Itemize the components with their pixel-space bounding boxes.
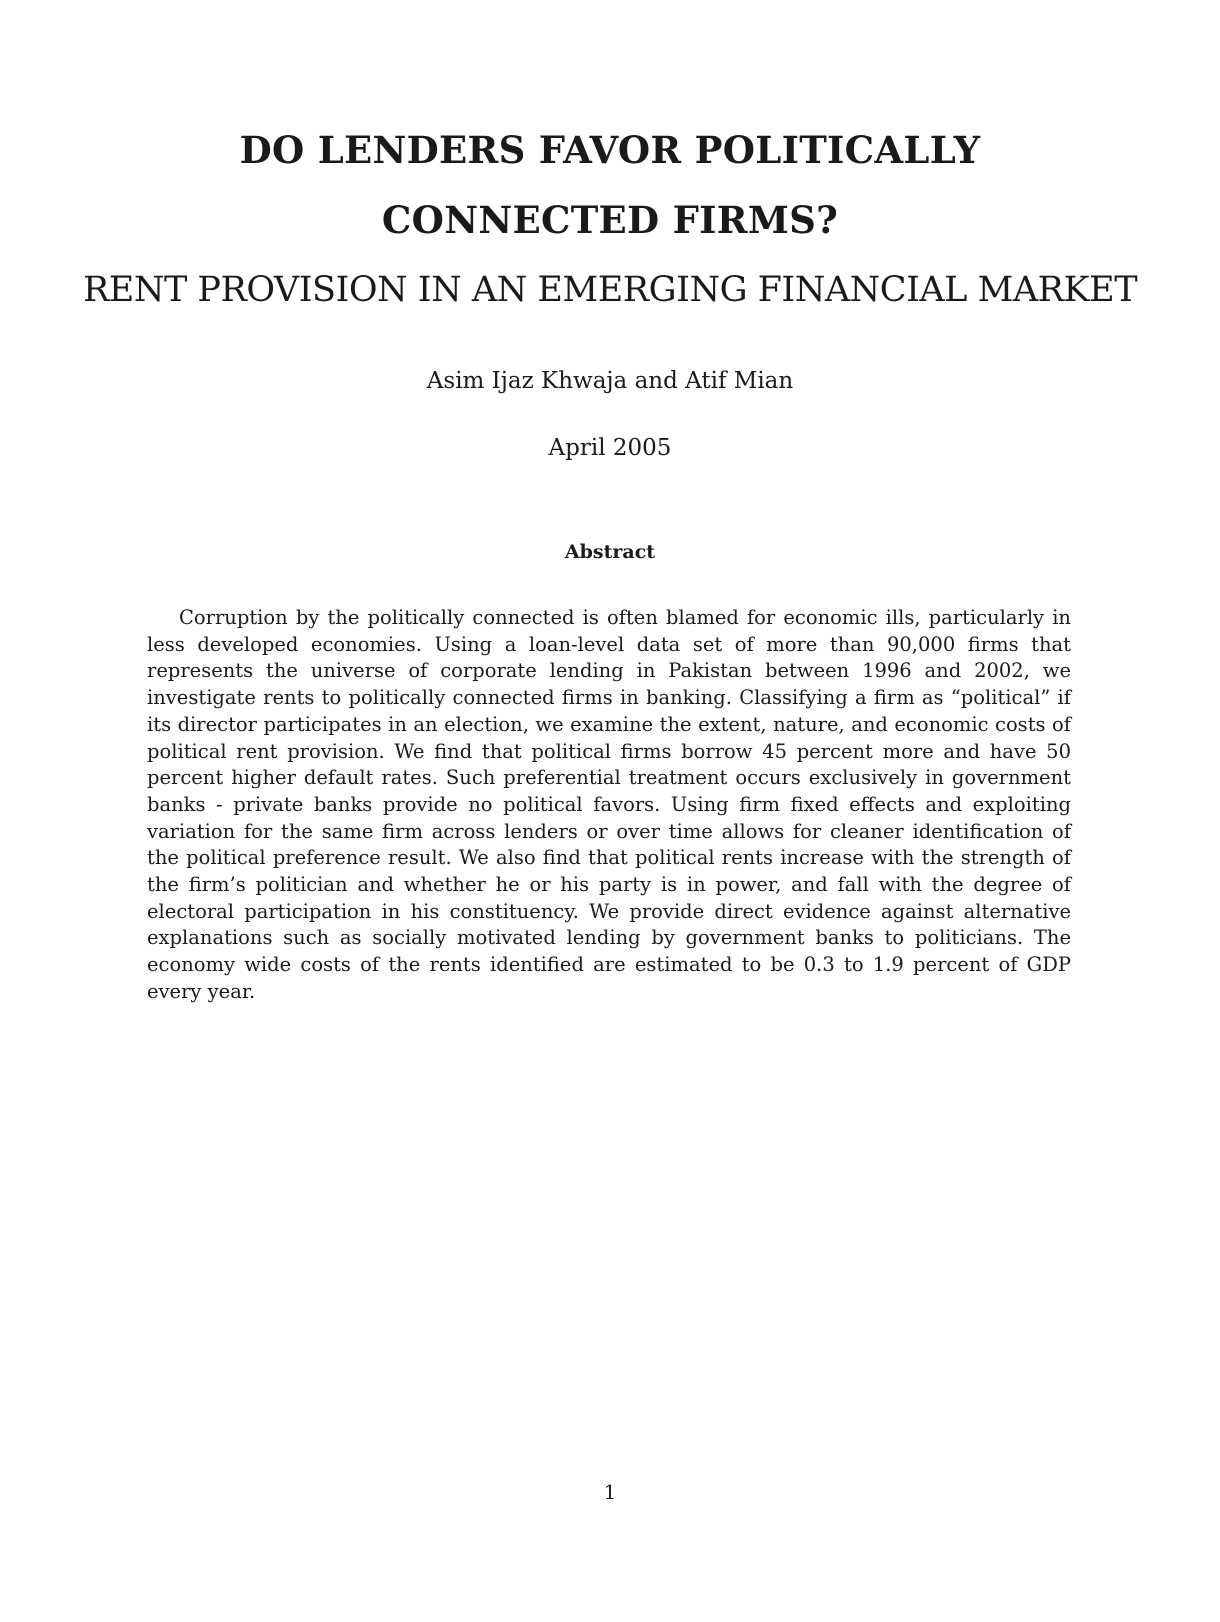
publication-date: April 2005 [548, 435, 672, 461]
paper-subtitle: RENT PROVISION IN AN EMERGING FINANCIAL MARKET [82, 270, 1138, 310]
paper-title-line-2: CONNECTED FIRMS? [381, 198, 839, 242]
abstract-heading: Abstract [564, 541, 656, 563]
page-number: 1 [603, 1480, 617, 1504]
authors: Asim Ijaz Khwaja and Atif Mian [426, 368, 794, 394]
abstract-body: Corruption by the politically connected is often blamed for economic ills, particularly in less developed economies. Using a loan-level data set of more than 90,000 firms that represents the universe of corporate lending in Pakistan between 1996 and 2002, we investigate rents to politically connected firms in banking. Classifying a firm as “political” if its director participates in an election, we examine the extent, nature, and economic costs of political rent provision. We find that political firms borrow 45 percent more and have 50 percent higher default rates. Such preferential treatment occurs exclusively in government banks - private banks provide no political favors. Using firm fixed effects and exploiting variation for the same firm across lenders or over time allows for cleaner identification of the political preference result. We also find that political rents increase with the strength of the firm’s politician and whether he or his party is in power, and fall with the degree of electoral participation in his constituency. We provide direct evidence against alternative explanations such as socially motivated lending by government banks to politicians. The economy wide costs of the rents identified are estimated to be 0.3 to 1.9 percent of GDP every year. [147, 606, 1071, 1003]
paper-title-line-1: DO LENDERS FAVOR POLITICALLY [239, 128, 981, 172]
